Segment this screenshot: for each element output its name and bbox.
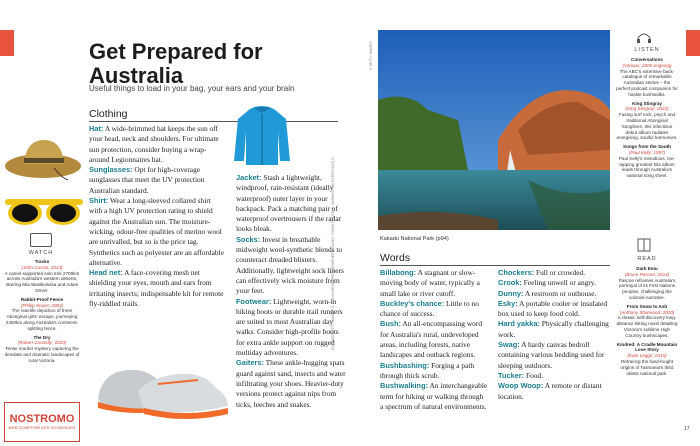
clothing-entry	[89, 268, 225, 309]
watch-item-meta: (Phillip Noyce; 2002)	[20, 302, 64, 308]
entry-term: Hard yakka:	[498, 319, 540, 329]
entry-text: Stash a lightweight, windproof, rain-resistant (ideally waterproof) outer layer in your backpack. Pack a matching pair of waterproof overtrousers if the radar looks bleak.	[236, 173, 342, 234]
words-rule	[380, 265, 610, 266]
word-entry	[380, 319, 488, 360]
watch-item-text: A camel-supported solo trek 2700km across Australia's western deserts, starring Mia Wasikowska and Adam Driver.	[4, 270, 80, 293]
entry-term: Head net:	[89, 268, 123, 278]
watch-item-meta: (Robert Connolly; 2020)	[17, 340, 67, 346]
word-entry	[498, 299, 610, 320]
read-item-text: A classic self-discovery long-distance hiking novel detailing Victoria's sublime High Country bushscapes.	[616, 315, 678, 338]
entry-term: Chockers:	[498, 268, 535, 277]
entry-term: Billabong:	[380, 268, 417, 277]
stamp-title: NOSTROMO	[9, 413, 75, 425]
word-entry	[498, 268, 610, 278]
headphones-icon	[636, 30, 652, 44]
listen-item	[616, 101, 678, 142]
entry-term: Dunny:	[498, 288, 524, 298]
listen-list	[616, 57, 678, 179]
words-col-1	[380, 268, 488, 412]
entry-term: Bushwalking:	[380, 381, 429, 391]
read-item-title: From Snow to Ash	[626, 303, 668, 309]
page-tab-left	[0, 30, 14, 56]
entry-term: Buckley's chance:	[380, 298, 445, 308]
word-entry	[498, 371, 610, 381]
word-entry	[498, 278, 610, 288]
hat-image	[2, 132, 84, 182]
entry-term: Jacket:	[236, 173, 262, 182]
entry-text: Food.	[524, 370, 544, 380]
entry-term: Sunglasses:	[89, 165, 133, 175]
entry-text: A portable cooler or insulated box used to keep food cold.	[498, 298, 608, 319]
read-item	[616, 266, 678, 301]
clothing-entry	[236, 358, 349, 409]
watch-item	[4, 297, 80, 332]
entry-text: Full or crowded.	[534, 268, 586, 277]
watch-item-title: The Dry	[33, 334, 51, 340]
entry-text: Forging a path through thick scrub.	[380, 360, 475, 380]
entry-text: A stagnant or slow-moving body of water, typically a small lake or river cutoff.	[380, 268, 480, 298]
listen-label: LISTEN	[634, 47, 660, 53]
entry-term: Bush:	[380, 319, 401, 329]
read-item-meta: (Kate Legge; 2015)	[627, 353, 667, 359]
entry-text: Feeling unwell or angry.	[521, 278, 596, 288]
word-entry	[380, 361, 488, 382]
entry-text: A remote or distant location.	[498, 381, 602, 401]
clothing-col-1	[89, 124, 225, 309]
photo-credit-small: © GETTY IMAGES	[369, 41, 373, 70]
words-heading: Words	[380, 252, 411, 264]
entry-text: A restroom or outhouse.	[523, 288, 597, 298]
sunglasses-image	[3, 195, 85, 229]
read-item	[616, 342, 678, 377]
words-col-2	[498, 268, 610, 402]
watch-item-title: Tracks	[34, 259, 50, 264]
word-entry	[380, 381, 488, 412]
entry-text: A hardy canvas bedroll containing various bedding used for sleeping outdoors.	[498, 340, 605, 370]
entry-text: Invest in breathable midweight wool-synthetic blends to counteract dreaded blisters. Additionally, lightweight sock liners can effectively wick moisture from your feet.	[236, 234, 344, 296]
entry-term: Footwear:	[236, 296, 272, 306]
entry-term: Crook:	[498, 278, 522, 288]
read-label: READ	[637, 256, 657, 262]
entry-text: Opt for high-coverage sunglasses that meet the UV protection Australian standard.	[89, 165, 205, 195]
page-subtitle: Useful things to load in your bag, your ears and your brain	[89, 84, 295, 93]
entry-text: Little to no chance of success.	[380, 298, 479, 319]
kakadu-photo	[378, 30, 610, 230]
entry-term: Socks:	[236, 234, 261, 244]
listen-item-title: Songs from the South	[623, 144, 671, 150]
read-list	[616, 266, 678, 376]
book-icon	[637, 238, 651, 252]
clothing-rule	[89, 121, 338, 122]
photo-caption: Kakadu National Park (p94)	[380, 236, 449, 242]
entry-text: Physically challenging work.	[498, 319, 609, 339]
listen-item-title: Conversations	[631, 57, 663, 62]
clothing-entry	[89, 196, 225, 268]
entry-text: Lightweight, worn-in hiking boots or durable trail runners are suited to most Australian day walks. Consider high-profile boots for extra ankle support on rugged multiday adventures.	[236, 296, 343, 358]
read-item-title: Kindred: A Cradle Mountain Love Story	[616, 341, 678, 353]
entry-text: An interchangeable term for hiking or walking through a spectrum of natural environments.	[380, 381, 488, 411]
clothing-entry	[89, 124, 225, 165]
listen-item-title: King Stingray	[632, 100, 662, 106]
entry-term: Gaiters:	[236, 358, 264, 368]
photo-credit: SOURCE/GETTY IMAGES ©, SOUTHWEST PHOTOGRAPHERS / ALAMY STOCK PHOTO ©, NOOMIO / SHUTTERSTOCK ©	[331, 157, 335, 350]
word-entry	[498, 289, 610, 299]
entry-term: Hat:	[89, 124, 104, 133]
listen-item-text: Fusing surf rock, psych and traditional Aboriginal Songlines, this infectious debut album radiates energising, soulful harmonies.	[616, 112, 678, 141]
read-item-meta: (Bruce Pascoe; 2014)	[624, 271, 670, 277]
read-item-text: Pascoe reframes Australia's portrayal of its First Nations peoples, challenging the colonial narrative.	[618, 277, 676, 300]
entry-term: Woop Woop:	[498, 381, 544, 391]
page-title: Get Prepared for Australia	[89, 39, 263, 88]
nostromo-stamp	[4, 402, 80, 442]
watch-item-text: Tense murder-mystery capturing the desolate and dramatic landscapes of rural Victoria.	[4, 346, 80, 363]
entry-text: Wear a long-sleeved collared shirt with a high UV protection rating to shield against the Australian sun. The moisture-wicking, odour-free qualities of merino wool are unrivalled, but so is the price tag. Synthetics such as polyester are an affordable alternative.	[89, 196, 224, 267]
watch-item-text: The real-life depiction of three Aboriginal girls' escape, journeying 2400km along Australia's continent-splitting fence.	[5, 308, 79, 331]
watch-list	[4, 259, 80, 364]
word-entry	[498, 340, 610, 371]
shoes-image	[88, 350, 234, 430]
read-item-title: Dark Emu	[636, 266, 658, 271]
word-entry	[380, 299, 488, 320]
watch-item	[4, 335, 80, 364]
read-item-meta: (Anthony Sharwood; 2020)	[619, 309, 675, 315]
listen-item	[616, 144, 678, 179]
stamp-subtitle: WEB COMPTOIR DES VOYAGEURS	[8, 425, 76, 430]
read-item	[616, 304, 678, 339]
page-tab-right	[686, 30, 700, 56]
watch-label: WATCH	[28, 250, 54, 256]
word-entry	[498, 381, 610, 402]
listen-item	[616, 57, 678, 98]
read-item-text: Retracing the hard-fought origins of Tasmania's third oldest national park.	[620, 358, 674, 376]
listen-item-text: The ABC's extensive back-catalogue of remarkable Australian stories – the perfect podcast companion for hassle bushwalks.	[616, 68, 678, 97]
entry-text: A wide-brimmed hat keeps the sun off your head, neck and shoulders. For ultimate sun protection, consider buying a wrap-around Legionnaires hat.	[89, 124, 219, 164]
clothing-entry	[89, 165, 225, 196]
entry-term: Tucker:	[498, 370, 525, 380]
entry-term: Swag:	[498, 340, 520, 350]
watch-item	[4, 259, 80, 294]
watch-item-meta: (John Curran; 2013)	[21, 264, 63, 270]
jacket-image	[232, 103, 292, 168]
word-entry	[498, 319, 610, 340]
entry-text: An all-encompassing word for Australia's rural, undeveloped areas, including forests, native landscapes and outback regions.	[380, 319, 483, 360]
word-entry	[380, 268, 488, 299]
listen-item-text: Paul Kelly's melodious, toe-tapping greatest hits album leads through Australia's national song sheet.	[618, 155, 676, 179]
listen-item-meta: (King Stingray; 2022)	[625, 106, 669, 112]
listen-item-meta: (Paul Kelly; 1997)	[628, 149, 666, 155]
entry-term: Esky:	[498, 298, 518, 308]
entry-term: Shirt:	[89, 196, 109, 206]
tv-icon	[30, 233, 52, 247]
listen-item-meta: (Various; 2006-ongoing)	[622, 62, 672, 68]
watch-item-title: Rabbit-Proof Fence	[20, 296, 64, 302]
entry-text: These ankle-hugging spats guard against sand, insects and water infiltrating your shoes. Heavier-duty versions protect against nips from ticks, leeches and snakes.	[236, 358, 346, 409]
clothing-heading: Clothing	[89, 108, 128, 120]
entry-term: Bushbashing:	[380, 360, 430, 370]
entry-text: A face-covering mesh net shielding your eyes, mouth and ears from irritating insects; indispensable kit for remote fly-riddled trails.	[89, 268, 224, 309]
page-number: 17	[684, 426, 690, 432]
